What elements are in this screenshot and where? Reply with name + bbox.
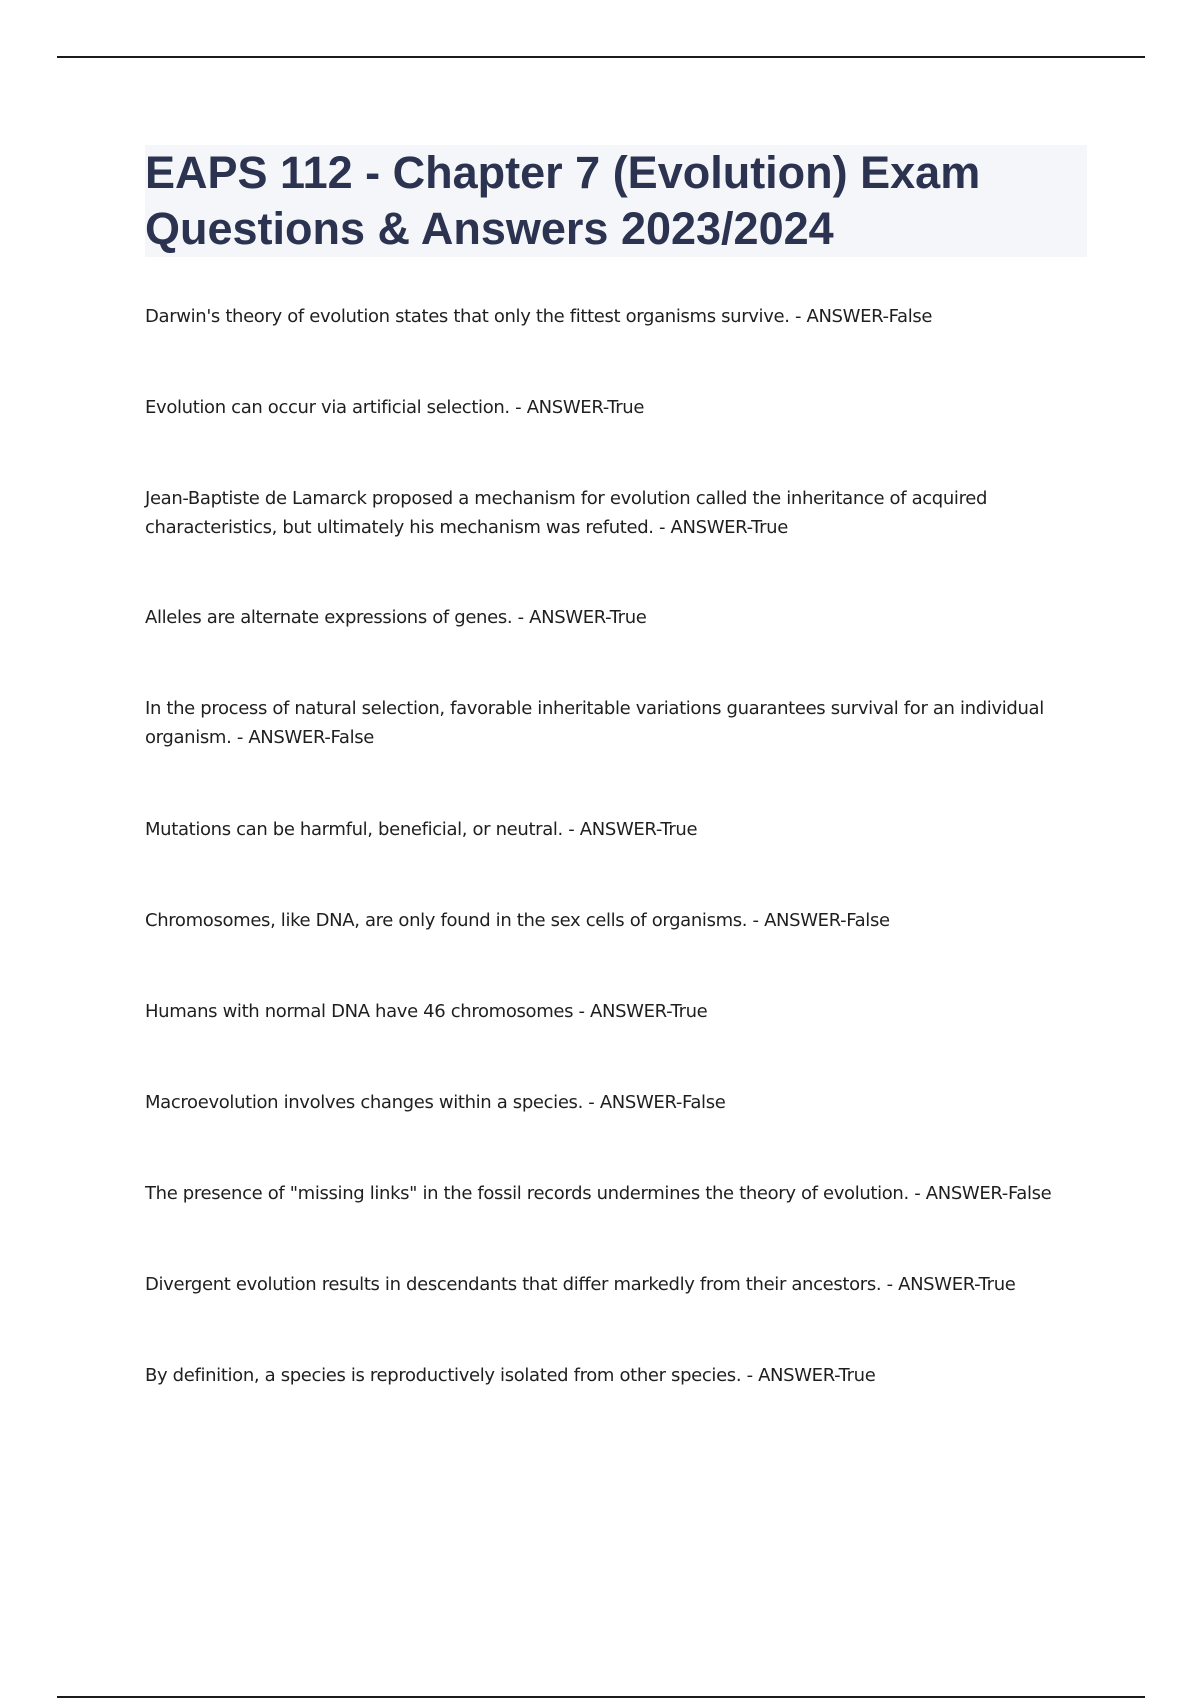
qa-item-12: By definition, a species is reproductively isolated from other species. - ANSWER-True [145, 1365, 876, 1386]
qa-item-5: In the process of natural selection, favorable inheritable variations guarantees survival for an individual organism. - ANSWER-False [145, 698, 1044, 748]
qa-item-1: Darwin's theory of evolution states that only the fittest organisms survive. - ANSWER-False [145, 306, 933, 327]
qa-item-4: Alleles are alternate expressions of genes. - ANSWER-True [145, 607, 647, 628]
qa-item-7: Chromosomes, like DNA, are only found in the sex cells of organisms. - ANSWER-False [145, 910, 890, 931]
qa-item-10: The presence of "missing links" in the fossil records undermines the theory of evolution. - ANSWER-False [145, 1183, 1052, 1204]
qa-item-8: Humans with normal DNA have 46 chromosomes - ANSWER-True [145, 1001, 708, 1022]
qa-item-11: Divergent evolution results in descendants that differ markedly from their ancestors. - ANSWER-True [145, 1274, 1016, 1295]
title-block [145, 145, 1087, 257]
qa-item-6: Mutations can be harmful, beneficial, or neutral. - ANSWER-True [145, 819, 698, 840]
qa-item-2: Evolution can occur via artificial selection. - ANSWER-True [145, 397, 645, 418]
qa-item-3: Jean-Baptiste de Lamarck proposed a mechanism for evolution called the inheritance of acquired characteristics, but ultimately his mechanism was refuted. - ANSWER-True [145, 488, 988, 538]
top-rule [57, 56, 1145, 58]
document-title: EAPS 112 - Chapter 7 (Evolution) Exam Questions & Answers 2023/2024 [145, 147, 981, 254]
bottom-rule [57, 1696, 1145, 1698]
qa-item-9: Macroevolution involves changes within a species. - ANSWER-False [145, 1092, 726, 1113]
